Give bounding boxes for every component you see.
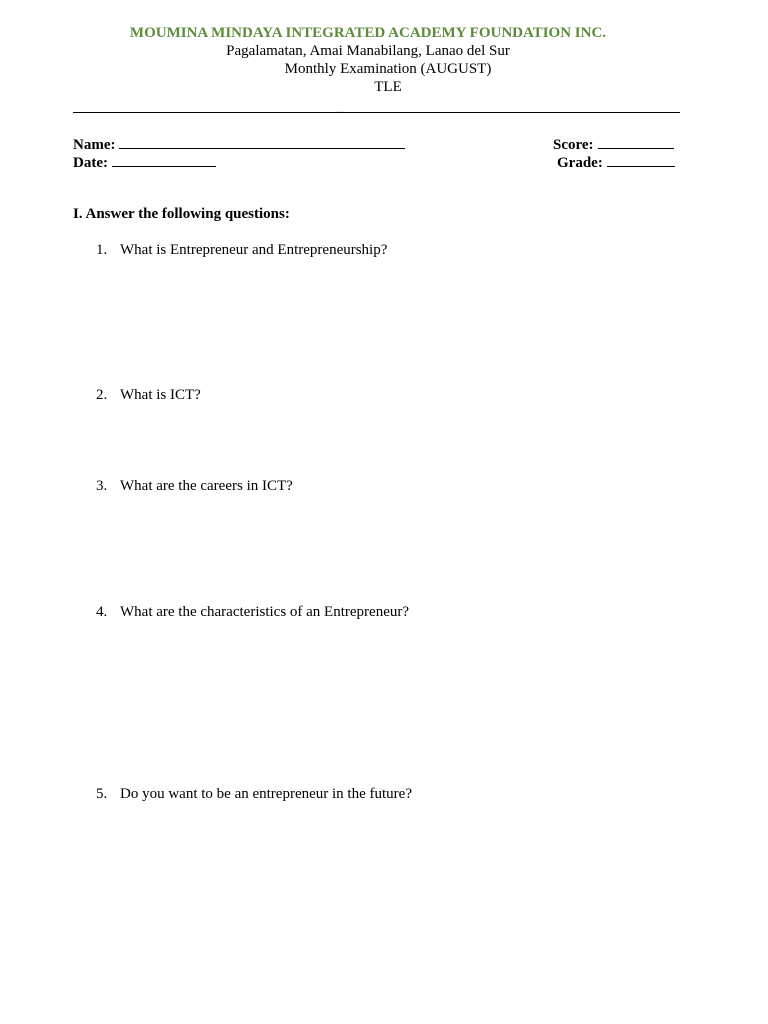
question-item (96, 478, 293, 495)
question-number: 2. (96, 387, 108, 403)
exam-title: Monthly Examination (AUGUST) (284, 61, 492, 77)
question-item (96, 387, 201, 404)
question-number: 5. (96, 786, 108, 802)
name-label: Name: (73, 137, 116, 153)
grade-field[interactable] (557, 152, 675, 172)
question-number: 1. (96, 242, 108, 258)
question-number: 3. (96, 478, 108, 494)
question-item (96, 604, 409, 621)
question-number: 4. (96, 604, 108, 620)
name-blank-line[interactable] (119, 134, 405, 149)
question-text: Do you want to be an entrepreneur in the future? (120, 786, 412, 802)
school-name: MOUMINA MINDAYA INTEGRATED ACADEMY FOUNDATION INC. (129, 25, 607, 41)
school-address: Pagalamatan, Amai Manabilang, Lanao del Sur (226, 43, 510, 59)
subject-title: TLE (374, 79, 402, 95)
rule-mark: _ (336, 99, 344, 115)
date-blank-line[interactable] (112, 152, 216, 167)
name-field[interactable] (73, 134, 405, 154)
question-text: What is Entrepreneur and Entrepreneurship? (120, 242, 388, 258)
section-heading: I. Answer the following questions: (73, 206, 290, 222)
date-field[interactable] (73, 152, 216, 172)
question-item (96, 242, 387, 259)
question-text: What is ICT? (120, 387, 201, 403)
question-text: What are the careers in ICT? (120, 478, 293, 494)
score-blank-line[interactable] (598, 134, 674, 149)
grade-blank-line[interactable] (607, 152, 675, 167)
header-divider (73, 112, 680, 113)
score-field[interactable] (553, 134, 674, 154)
question-text: What are the characteristics of an Entrepreneur? (120, 604, 409, 620)
question-item (96, 786, 412, 803)
score-label: Score: (553, 137, 594, 153)
grade-label: Grade: (557, 155, 603, 171)
date-label: Date: (73, 155, 108, 171)
